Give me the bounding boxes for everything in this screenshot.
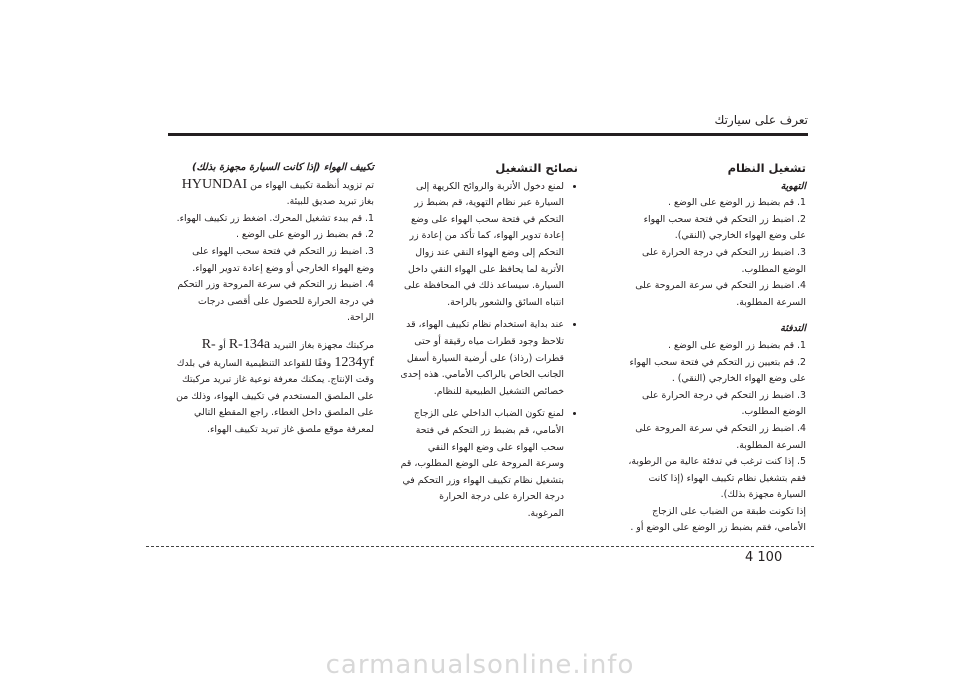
list-item: 3. اضبط زر التحكم في فتحة سحب الهواء على وضع الهواء الخارجي أو وضع إعادة تدوير الهواء. [192, 245, 374, 274]
air-conditioning-intro [174, 177, 374, 211]
list-item: 1. قم بضبط زر الوضع على الوضع . [667, 197, 806, 209]
air-conditioning-steps [174, 211, 374, 327]
refrigerant-paragraph [174, 337, 374, 439]
list-item: 1. قم ببدء تشغيل المحرك. اضغط زر تكييف الهواء. [176, 212, 374, 224]
intro-text: تم تزويد أنظمة تكييف الهواء من [250, 179, 374, 191]
refrigerant-text-end: وفقًا للقواعد التنظيمية السارية في بلدك وقت الإنتاج. يمكنك معرفة نوعية غاز تبريد مركبتك على الملصق المستخدم في تكييف الهواء، وذلك من على الملصق داخل الغطاء. راجع المقطع التالي لمعرفة موقع ملصق غاز تبريد تكييف الهواء. [176, 357, 374, 435]
heating-heading: التدفئة [780, 323, 806, 335]
list-item: إذا تكونت طبقة من الضباب على الزجاج الأمامي، فقم بضبط زر الوضع على الوضع أو . [630, 505, 806, 534]
header-rule [168, 133, 808, 136]
intro-text-end: بغاز تبريد صديق للبيئة. [286, 196, 374, 208]
brand-name: HYUNDAI [181, 176, 248, 192]
refrigerant-or: أو [218, 339, 226, 351]
list-item: 5. إذا كنت ترغب في تدفئة عالية من الرطوبة، فقم بتشغيل نظام تكييف الهواء (إذا كانت السيارة مجهزة بذلك). [628, 456, 806, 501]
list-item: 3. اضبط زر التحكم في درجة الحرارة على الوضع المطلوب. [642, 246, 806, 275]
watermark: carmanualsonline.info [325, 650, 635, 680]
list-item: 4. اضبط زر التحكم في سرعة المروحة على السرعة المطلوبة. [635, 422, 806, 451]
system-operation-heading: تشغيل النظام [727, 161, 806, 175]
column-system-operation [628, 160, 806, 537]
column-air-conditioning [174, 160, 374, 439]
list-item: 1. قم بضبط زر الوضع على الوضع . [667, 339, 806, 351]
refrigerant-r134a: R-134a [228, 336, 271, 352]
list-item: • لمنع دخول الأتربة والروائح الكريهة إلى السيارة عبر نظام التهوية، قم بضبط زر التحكم في فتحة سحب الهواء على وضع إعادة تدوير الهواء، كما تأكد من إعادة زر التحكم إلى وضع الهواء النقي عند زوال الأتربة لما يحافظ على الهواء النقي داخل السيارة. سيساعد ذلك في المحافظة على انتباه السائق والشعور بالراحة. [400, 179, 564, 312]
refrigerant-text: مركبتك مجهزة بغاز التبريد [273, 339, 374, 351]
list-item: 4. اضبط زر التحكم في سرعة المروحة وزر التحكم في درجة الحرارة للحصول على أقصى درجات الراحة. [177, 279, 374, 324]
page-header-title: تعرف على سيارتك [714, 113, 808, 127]
page-number: 4 100 [745, 550, 783, 565]
list-item: 4. اضبط زر التحكم في سرعة المروحة على السرعة المطلوبة. [635, 280, 806, 308]
list-item: 3. اضبط زر التحكم في درجة الحرارة على الوضع المطلوب. [642, 389, 806, 418]
ventilation-heading: التهوية [780, 180, 806, 192]
list-item: • لمنع تكون الضباب الداخلي على الزجاج الأمامي، قم بضبط زر التحكم في فتحة سحب الهواء على وضع الهواء النقي وسرعة المروحة على الوضع المطلوب، قم بتشغيل نظام تكييف الهواء وزر التحكم في درجة الحرارة على درجة الحرارة المرغوبة. [400, 406, 564, 522]
operation-tips-list [400, 179, 578, 523]
ventilation-steps [628, 195, 806, 311]
column-operation-tips [400, 160, 578, 528]
refrigerant-r1234yf: R-1234yf [201, 336, 374, 370]
air-conditioning-heading: تكييف الهواء (إذا كانت السيارة مجهزة بذلك) [191, 162, 374, 173]
heating-steps [628, 338, 806, 537]
footer-rule [146, 546, 814, 547]
list-item: • عند بداية استخدام نظام تكييف الهواء، قد تلاحظ وجود قطرات مياه رقيقة أو حتى قطرات (رذاذ) على أرضية السيارة أسفل الجانب الخاص بالراكب الأمامي. هذه إحدى خصائص التشغيل الطبيعية للنظام. [400, 317, 564, 400]
list-item: 2. اضبط زر التحكم في فتحة سحب الهواء على وضع الهواء الخارجي (النقي). [643, 213, 806, 242]
list-item: 2. قم بتعيين زر التحكم في فتحة سحب الهواء على وضع الهواء الخارجي (النقي) . [629, 356, 806, 385]
list-item: 2. قم بضبط زر الوضع على الوضع . [235, 229, 374, 241]
operation-tips-heading: نصائح التشغيل [495, 161, 578, 175]
